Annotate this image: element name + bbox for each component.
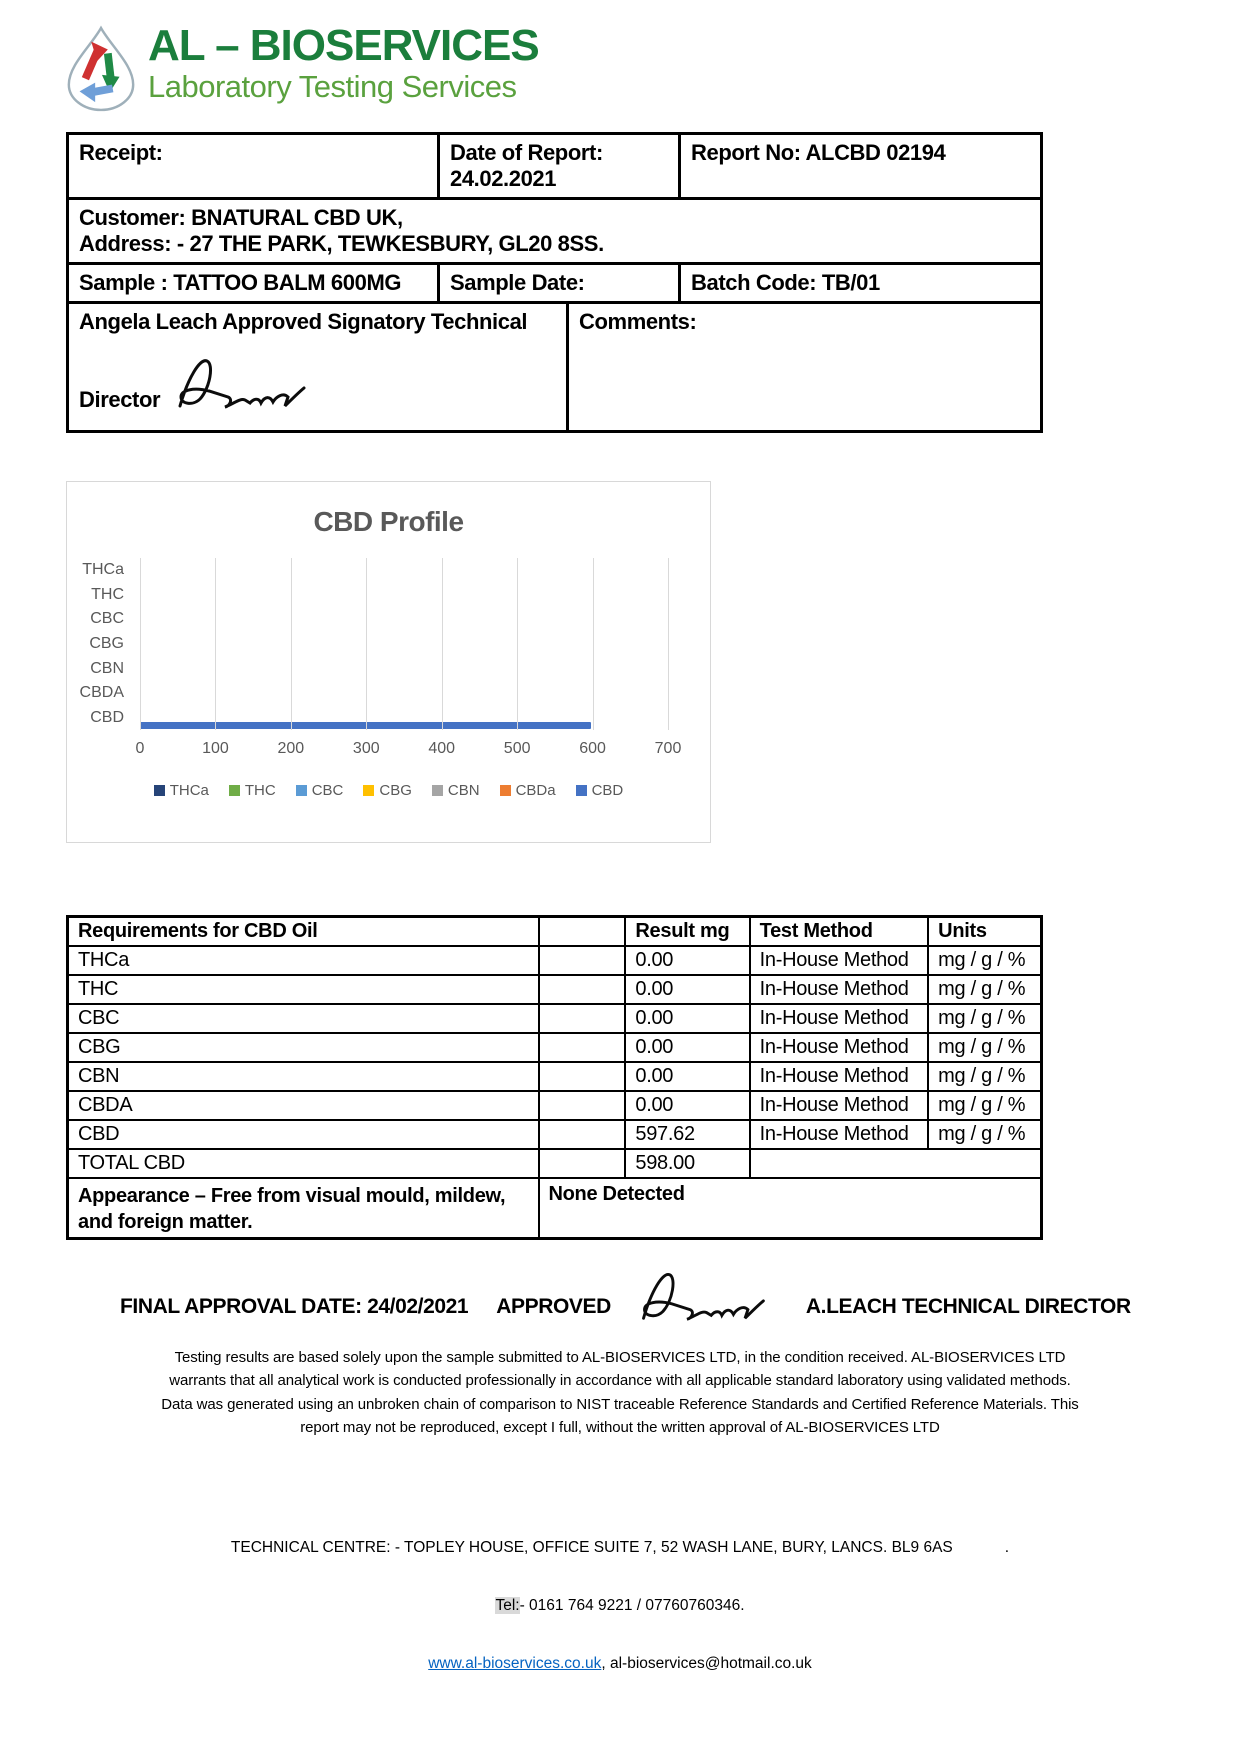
analyte-name: THC <box>68 975 539 1004</box>
units-value: mg / g / % <box>928 975 1041 1004</box>
units-value: mg / g / % <box>928 1004 1041 1033</box>
customer-line: Customer: BNATURAL CBD UK, <box>79 205 403 230</box>
legend-label: THCa <box>169 782 209 799</box>
legend-swatch <box>229 785 240 796</box>
date-of-report-value: 24.02.2021 <box>450 166 557 191</box>
legend-item <box>296 782 344 799</box>
units-value: mg / g / % <box>928 1091 1041 1120</box>
table-row <box>68 1091 1042 1120</box>
table-row <box>68 1004 1042 1033</box>
legend-swatch <box>576 785 587 796</box>
footer-web-line <box>0 1655 1240 1673</box>
sample-date-label: Sample Date: <box>440 265 681 301</box>
legend-item <box>363 782 412 799</box>
date-of-report-label: Date of Report: <box>450 140 603 165</box>
blank-cell <box>539 946 626 975</box>
y-axis-label: THCa <box>82 561 124 579</box>
blank-cell <box>539 975 626 1004</box>
legend-item <box>154 782 209 799</box>
analyte-name: CBDA <box>68 1091 539 1120</box>
table-row <box>68 975 1042 1004</box>
signatory-cell <box>69 304 569 430</box>
footer-address-line <box>0 1539 1240 1557</box>
brand-title: AL – BIOSERVICES <box>148 21 539 70</box>
approval-signatory: A.LEACH TECHNICAL DIRECTOR <box>805 1295 1131 1318</box>
blank-cell <box>539 1062 626 1091</box>
legend-swatch <box>154 785 165 796</box>
result-value: 0.00 <box>625 1033 749 1062</box>
cbd-profile-chart <box>66 481 711 843</box>
approval-signature-icon <box>625 1268 780 1326</box>
col-header-result: Result mg <box>625 917 749 947</box>
chart-x-axis-labels <box>135 740 682 760</box>
test-method: In-House Method <box>750 975 929 1004</box>
footer-tel-line <box>0 1597 1240 1615</box>
x-axis-tick: 0 <box>135 740 145 757</box>
legend-item <box>229 782 276 799</box>
results-header-row <box>68 917 1042 947</box>
legend-swatch <box>432 785 443 796</box>
table-row <box>68 1062 1042 1091</box>
legend-label: CBDa <box>515 782 556 799</box>
legend-item <box>500 782 556 799</box>
units-value: mg / g / % <box>928 1120 1041 1149</box>
report-no: Report No: ALCBD 02194 <box>691 140 946 165</box>
chart-y-axis-labels <box>67 558 133 730</box>
customer-address-cell <box>69 200 1040 262</box>
footer-address-dot: . <box>1004 1539 1010 1556</box>
table-row <box>68 1120 1042 1149</box>
legend-item <box>576 782 624 799</box>
col-header-blank <box>539 917 626 947</box>
units-value: mg / g / % <box>928 1062 1041 1091</box>
brand-tagline: Laboratory Testing Services <box>148 68 517 104</box>
legend-label: CBD <box>591 782 624 799</box>
analyte-name: CBG <box>68 1033 539 1062</box>
blank-cell <box>539 1149 626 1178</box>
y-axis-label: CBDA <box>79 684 124 702</box>
result-value: 597.62 <box>625 1120 749 1149</box>
legend-label: CBN <box>447 782 480 799</box>
analyte-name: TOTAL CBD <box>68 1149 539 1178</box>
sample-label: Sample : TATTOO BALM 600MG <box>69 265 440 301</box>
batch-code: Batch Code: TB/01 <box>691 270 880 295</box>
x-axis-tick: 100 <box>202 740 229 757</box>
legend-label: CBG <box>379 782 412 799</box>
footer-separator: , <box>601 1655 606 1672</box>
blank-cell <box>539 1004 626 1033</box>
legend-swatch <box>363 785 374 796</box>
test-method: In-House Method <box>750 1062 929 1091</box>
receipt-label: Receipt: <box>69 135 440 197</box>
report-info-table <box>66 132 1043 433</box>
results-table <box>66 915 1043 1240</box>
analyte-name: CBC <box>68 1004 539 1033</box>
col-header-units: Units <box>928 917 1041 947</box>
signatory-line1: Angela Leach Approved Signatory Technical <box>79 309 528 334</box>
droplet-logo-icon <box>62 24 140 112</box>
col-header-requirements: Requirements for CBD Oil <box>68 917 539 947</box>
x-axis-tick: 300 <box>352 740 380 757</box>
x-axis-tick: 200 <box>277 740 305 757</box>
approved-label: APPROVED <box>496 1295 611 1318</box>
footer-address: TECHNICAL CENTRE: - TOPLEY HOUSE, OFFICE SUITE 7, 52 WASH LANE, BURY, LANCS. BL9 6AS <box>230 1539 953 1556</box>
result-value: 598.00 <box>625 1149 749 1178</box>
footer-website-link[interactable]: www.al-bioservices.co.uk <box>428 1655 602 1672</box>
test-method: In-House Method <box>750 1033 929 1062</box>
footer-tel-value: - 0161 764 9221 / 07760760346. <box>519 1597 745 1614</box>
result-value: 0.00 <box>625 1004 749 1033</box>
result-value: 0.00 <box>625 1091 749 1120</box>
units-value: mg / g / % <box>928 1033 1041 1062</box>
x-axis-tick: 500 <box>503 740 531 757</box>
footer-email: al-bioservices@hotmail.co.uk <box>609 1655 812 1672</box>
table-row-total <box>68 1149 1042 1178</box>
blank-cell <box>750 1149 1042 1178</box>
chart-title: CBD Profile <box>313 506 464 537</box>
legend-item <box>432 782 480 799</box>
appearance-label: Appearance – Free from visual mould, mildew, and foreign matter. <box>68 1178 539 1239</box>
y-axis-label: THC <box>91 585 124 603</box>
date-of-report-cell <box>440 135 681 197</box>
blank-cell <box>539 1120 626 1149</box>
analyte-name: THCa <box>68 946 539 975</box>
appearance-row <box>68 1178 1042 1239</box>
legend-label: THC <box>244 782 276 799</box>
header <box>62 21 1240 112</box>
legend-swatch <box>296 785 307 796</box>
test-method: In-House Method <box>750 1120 929 1149</box>
table-row <box>68 1033 1042 1062</box>
chart-plot <box>140 558 668 730</box>
comments-label: Comments: <box>579 309 697 334</box>
address-line: Address: - 27 THE PARK, TEWKESBURY, GL20 8SS. <box>79 231 604 256</box>
table-row <box>68 946 1042 975</box>
blank-cell <box>539 1033 626 1062</box>
y-axis-label: CBD <box>90 708 124 726</box>
legend-swatch <box>500 785 511 796</box>
footer-tel-label: Tel: <box>495 1597 520 1614</box>
result-value: 0.00 <box>625 946 749 975</box>
test-method: In-House Method <box>750 1091 929 1120</box>
y-axis-label: CBN <box>90 659 124 677</box>
x-axis-tick: 700 <box>654 740 682 757</box>
x-axis-tick: 400 <box>428 740 456 757</box>
y-axis-label: CBG <box>89 635 124 653</box>
approval-line <box>120 1288 1185 1326</box>
legend-label: CBC <box>311 782 344 799</box>
signatory-line2: Director <box>79 387 161 412</box>
analyte-name: CBN <box>68 1062 539 1091</box>
analyte-name: CBD <box>68 1120 539 1149</box>
col-header-method: Test Method <box>750 917 929 947</box>
final-approval-date: FINAL APPROVAL DATE: 24/02/2021 <box>120 1295 469 1318</box>
result-value: 0.00 <box>625 975 749 1004</box>
signature-icon <box>166 353 316 415</box>
chart-legend <box>67 782 710 799</box>
result-value: 0.00 <box>625 1062 749 1091</box>
test-method: In-House Method <box>750 1004 929 1033</box>
x-axis-tick: 600 <box>579 740 606 757</box>
blank-cell <box>539 1091 626 1120</box>
disclaimer-text: Testing results are based solely upon the sample submitted to AL-BIOSERVICES LTD, in the condition received. AL-BIOSERVICES LTD warrants that all analytical work is conducted professionally in accordance with all applicable standard laboratory using validated methods. Data was generated using an unbroken chain of comparison to NIST traceable Reference Standards and Certified Reference Materials. This report may not be reproduced, except I full, without the written approval of AL-BIOSERVICES LTD <box>161 1349 1079 1436</box>
test-method: In-House Method <box>750 946 929 975</box>
y-axis-label: CBC <box>90 610 124 628</box>
appearance-value: None Detected <box>539 1178 1042 1239</box>
units-value: mg / g / % <box>928 946 1041 975</box>
